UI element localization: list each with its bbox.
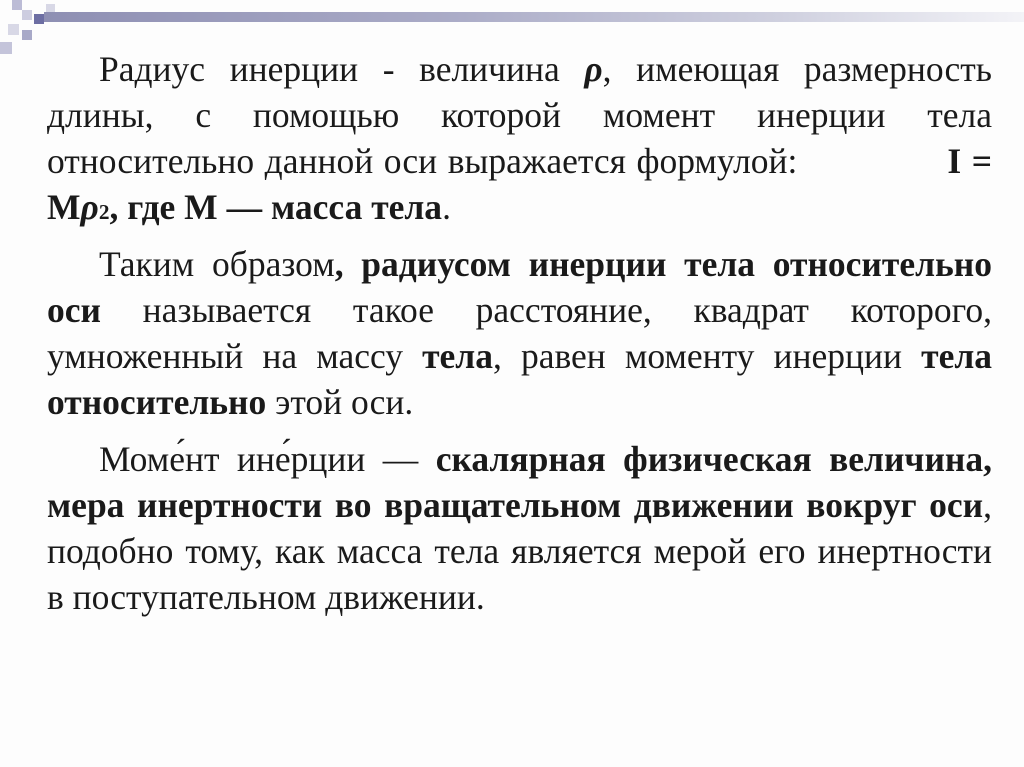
bold-term: , радиусом инерции тела относительно оси (47, 244, 992, 330)
text: , подобно тому, как масса тела является мерой его инертности в поступательном движении. (47, 485, 992, 617)
rho-symbol: ρ (584, 49, 603, 89)
paragraph-radius-term (47, 241, 992, 425)
deco-square (34, 14, 44, 24)
slide-body (47, 46, 992, 620)
text: . (442, 187, 451, 227)
paragraph-moment-of-inertia (47, 436, 992, 620)
bold-term: тела относительно (47, 336, 992, 422)
text: Моме́нт ине́рции — (99, 439, 436, 479)
rho-symbol: ρ (80, 187, 99, 227)
bold-term: тела (422, 336, 493, 376)
header-gradient-bar (44, 12, 1024, 22)
text: называется такое расстояние, квадрат которого, умноженный на массу (47, 290, 992, 376)
formula-part: — масса тела (217, 187, 443, 227)
formula-exponent: 2 (98, 200, 110, 224)
formula-part: , где (109, 187, 185, 227)
deco-square (0, 42, 12, 54)
text: Таким образом (99, 244, 335, 284)
text: Радиус инерции - величина (99, 49, 585, 89)
text: этой оси. (266, 382, 414, 422)
bold-term: скалярная физическая величина, мера инертности во вращательном движении вокруг оси (47, 439, 992, 525)
text: , равен моменту инерции (492, 336, 922, 376)
deco-square (22, 10, 32, 20)
deco-square (12, 0, 22, 10)
text: , имеющая размерность длины, с помощью которой момент инерции тела относительно данной оси выражается формулой: (47, 49, 992, 181)
paragraph-radius-definition (47, 46, 992, 230)
deco-square (8, 24, 19, 35)
deco-square (22, 30, 32, 40)
formula-part: M (184, 187, 218, 227)
formula-part: I = M (47, 141, 993, 227)
